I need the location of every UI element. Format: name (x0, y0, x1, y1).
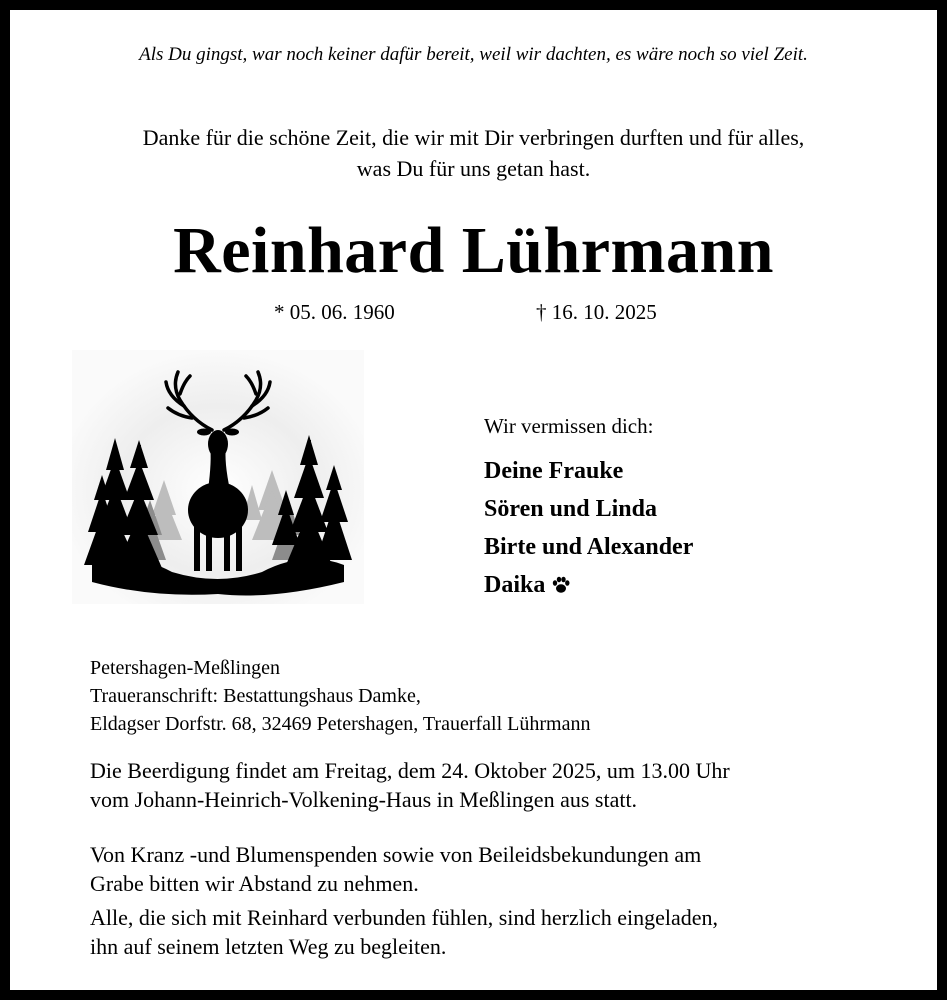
funeral-notice (90, 756, 730, 814)
motto-quote: Als Du gingst, war noch keiner dafür bereit, weil wir dachten, es wäre noch so viel Zeit. (139, 44, 808, 65)
miss-intro: Wir vermissen dich: (484, 414, 654, 438)
mourner-name: Deine Frauke (484, 458, 624, 484)
death-date: † 16. 10. 2025 (536, 300, 657, 324)
mourner-name: Birte und Alexander (484, 534, 694, 560)
address-line-2: Traueranschrift: Bestattungshaus Damke, (90, 685, 421, 707)
funeral-line-2: vom Johann-Heinrich-Volkening-Haus in Meßlingen aus statt. (90, 787, 638, 812)
thanks-text (10, 122, 937, 184)
thanks-line-2: was Du für uns getan hast. (356, 156, 591, 181)
address-line-1: Petershagen-Meßlingen (90, 657, 280, 679)
invite-line-2: ihn auf seinem letzten Weg zu begleiten. (90, 934, 447, 959)
address-line-3: Eldagser Dorfstr. 68, 32469 Petershagen, Trauerfall Lührmann (90, 713, 591, 735)
address-block (90, 654, 590, 738)
funeral-line-1: Die Beerdigung findet am Freitag, dem 24. Oktober 2025, um 13.00 Uhr (90, 758, 730, 783)
deer-forest-silhouette-icon (72, 350, 364, 604)
wreath-line-2: Grabe bitten wir Abstand zu nehmen. (90, 871, 419, 896)
invite-notice (90, 903, 718, 961)
invite-line-1: Alle, die sich mit Reinhard verbunden fühlen, sind herzlich eingeladen, (90, 905, 719, 930)
wreath-line-1: Von Kranz -und Blumenspenden sowie von Beileidsbekundungen am (90, 842, 702, 867)
mourner-name: Sören und Linda (484, 496, 657, 522)
obituary-card (10, 10, 937, 990)
deceased-name: Reinhard Lührmann (173, 214, 774, 287)
mourner-name: Daika (484, 572, 546, 598)
paw-icon (551, 575, 571, 595)
mourner-pet (484, 566, 693, 604)
wreath-notice (90, 840, 701, 898)
mourners-list (484, 452, 693, 604)
thanks-line-1: Danke für die schöne Zeit, die wir mit Dir verbringen durften und für alles, (142, 125, 805, 150)
birth-date: * 05. 06. 1960 (274, 300, 395, 324)
